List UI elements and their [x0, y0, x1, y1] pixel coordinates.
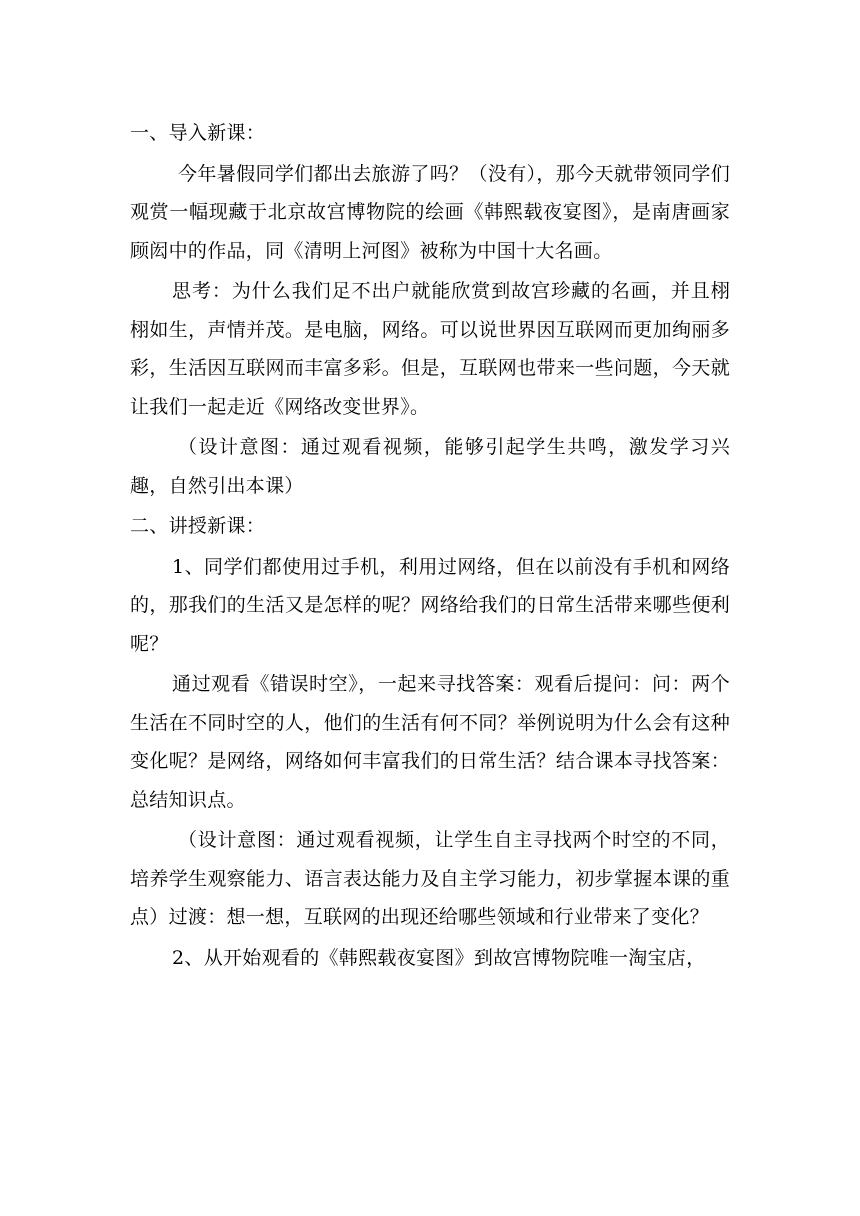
paragraph-point-2: 2、从开始观看的《韩熙载夜宴图》到故宫博物院唯一淘宝店，: [172, 946, 706, 969]
paragraph-video-discussion: 通过观看《错误时空》，一起来寻找答案：观看后提问：问：两个生活在不同时空的人，他们的生活有何不同？举例说明为什么会有这种变化呢？是网络，网络如何丰富我们的日常生活？结合课本寻找答案：总结知识点。: [130, 673, 730, 811]
paragraph-design-intent-2: （设计意图：通过观看视频，让学生自主寻找两个时空的不同，培养学生观察能力、语言表达能力及自主学习能力，初步掌握本课的重点）过渡：想一想，互联网的出现还给哪些领域和行业带来了变化？: [130, 829, 730, 928]
document-body: [130, 114, 730, 977]
paragraph-thinking: 思考：为什么我们足不出户就能欣赏到故宫珍藏的名画，并且栩栩如生，声情并茂。是电脑，网络。可以说世界因互联网而更加绚丽多彩，生活因互联网而丰富多彩。但是，互联网也带来一些问题，今天就让我们一起走近《网络改变世界》。: [130, 280, 730, 418]
paragraph-intro: 今年暑假同学们都出去旅游了吗？（没有），那今天就带领同学们观赏一幅现藏于北京故宫博物院的绘画《韩熙载夜宴图》，是南唐画家顾闳中的作品，同《清明上河图》被称为中国十大名画。: [130, 162, 730, 262]
section-heading-1: 一、导入新课：: [130, 122, 266, 144]
paragraph-design-intent-1: （设计意图：通过观看视频，能够引起学生共鸣，激发学习兴趣，自然引出本课）: [130, 436, 730, 497]
paragraph-point-1: 1、同学们都使用过手机，利用过网络，但在以前没有手机和网络的，那我们的生活又是怎样的呢？网络给我们的日常生活带来哪些便利呢？: [130, 555, 730, 655]
section-heading-2: 二、讲授新课：: [130, 515, 266, 537]
